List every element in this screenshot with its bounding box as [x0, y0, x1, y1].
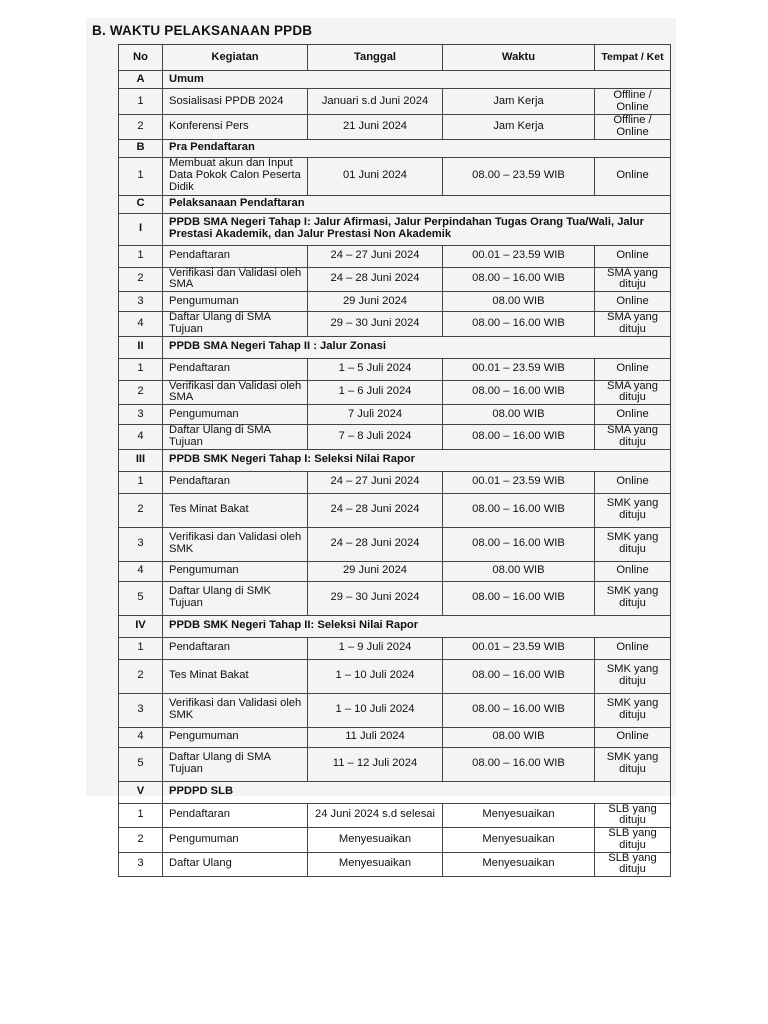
table-row	[119, 292, 671, 312]
row-tanggal: Menyesuaikan	[308, 852, 443, 877]
row-tempat: SMK yang dituju	[595, 581, 671, 615]
row-tanggal: 7 Juli 2024	[308, 405, 443, 425]
row-tempat: SMK yang dituju	[595, 693, 671, 727]
row-no: 5	[119, 747, 163, 781]
table-row	[119, 89, 671, 115]
row-waktu: 08.00 – 16.00 WIB	[443, 693, 595, 727]
row-no: 3	[119, 405, 163, 425]
section-title: B. WAKTU PELAKSANAAN PPDB	[92, 23, 313, 38]
row-kegiatan: Daftar Ulang di SMA Tujuan	[163, 747, 308, 781]
table-row	[119, 267, 671, 292]
table-row	[119, 727, 671, 747]
row-tempat: Online	[595, 292, 671, 312]
row-tempat: Offline / Online	[595, 89, 671, 115]
section-label: PPDB SMA Negeri Tahap I: Jalur Afirmasi, Jalur Perpindahan Tugas Orang Tua/Wali, Jalur Prestasi Akademik, dan Jalur Prestasi Non Akademik	[163, 213, 671, 245]
section-row	[119, 213, 671, 245]
row-tempat: Online	[595, 637, 671, 659]
row-tempat: Online	[595, 358, 671, 380]
table-row	[119, 405, 671, 425]
section-row	[119, 195, 671, 213]
row-kegiatan: Pendaftaran	[163, 471, 308, 493]
row-no: 2	[119, 493, 163, 527]
row-waktu: 08.00 WIB	[443, 727, 595, 747]
table-row	[119, 425, 671, 450]
row-no: 2	[119, 115, 163, 140]
table-row	[119, 157, 671, 195]
row-tanggal: 1 – 5 Juli 2024	[308, 358, 443, 380]
row-waktu: 08.00 – 16.00 WIB	[443, 380, 595, 405]
row-waktu: 08.00 – 16.00 WIB	[443, 267, 595, 292]
table-row	[119, 693, 671, 727]
row-kegiatan: Daftar Ulang di SMA Tujuan	[163, 312, 308, 337]
table-row	[119, 493, 671, 527]
row-tanggal: 29 – 30 Juni 2024	[308, 581, 443, 615]
row-no: 4	[119, 727, 163, 747]
row-kegiatan: Pengumuman	[163, 561, 308, 581]
table-row	[119, 471, 671, 493]
row-tempat: SMA yang dituju	[595, 312, 671, 337]
header-no: No	[119, 45, 163, 71]
table-row	[119, 637, 671, 659]
row-waktu: 08.00 WIB	[443, 561, 595, 581]
header-kegiatan: Kegiatan	[163, 45, 308, 71]
row-tanggal: 21 Juni 2024	[308, 115, 443, 140]
row-no: 1	[119, 89, 163, 115]
row-no: 2	[119, 828, 163, 853]
row-no: 1	[119, 803, 163, 828]
row-tanggal: 24 – 28 Juni 2024	[308, 267, 443, 292]
row-tempat: Online	[595, 405, 671, 425]
row-no: 3	[119, 852, 163, 877]
row-kegiatan: Pengumuman	[163, 405, 308, 425]
row-waktu: 08.00 – 16.00 WIB	[443, 425, 595, 450]
table-row	[119, 659, 671, 693]
section-row	[119, 336, 671, 358]
row-tempat: SMK yang dituju	[595, 527, 671, 561]
schedule-table	[118, 44, 671, 877]
row-waktu: 08.00 – 16.00 WIB	[443, 493, 595, 527]
row-tempat: SLB yang dituju	[595, 852, 671, 877]
row-tanggal: 1 – 10 Juli 2024	[308, 659, 443, 693]
row-no: 3	[119, 527, 163, 561]
row-waktu: 08.00 – 16.00 WIB	[443, 581, 595, 615]
row-waktu: 00.01 – 23.59 WIB	[443, 358, 595, 380]
row-tanggal: 24 Juni 2024 s.d selesai	[308, 803, 443, 828]
row-no: 1	[119, 471, 163, 493]
row-no: 3	[119, 292, 163, 312]
row-tanggal: 24 – 27 Juni 2024	[308, 471, 443, 493]
row-tanggal: 29 Juni 2024	[308, 292, 443, 312]
table-row	[119, 312, 671, 337]
table-row	[119, 245, 671, 267]
section-no: A	[119, 71, 163, 89]
row-tempat: SMK yang dituju	[595, 659, 671, 693]
row-tanggal: 24 – 28 Juni 2024	[308, 493, 443, 527]
row-tempat: Online	[595, 245, 671, 267]
row-tanggal: 11 Juli 2024	[308, 727, 443, 747]
row-no: 4	[119, 312, 163, 337]
section-label: PPDB SMA Negeri Tahap II : Jalur Zonasi	[163, 336, 671, 358]
row-kegiatan: Pendaftaran	[163, 637, 308, 659]
table-row	[119, 828, 671, 853]
table-row	[119, 852, 671, 877]
section-no: IV	[119, 615, 163, 637]
row-no: 4	[119, 561, 163, 581]
row-no: 1	[119, 637, 163, 659]
header-tanggal: Tanggal	[308, 45, 443, 71]
row-no: 1	[119, 157, 163, 195]
section-label: Umum	[163, 71, 671, 89]
table-row	[119, 803, 671, 828]
row-tanggal: 29 – 30 Juni 2024	[308, 312, 443, 337]
table-row	[119, 115, 671, 140]
section-label: PPDB SMK Negeri Tahap I: Seleksi Nilai Rapor	[163, 449, 671, 471]
row-waktu: 00.01 – 23.59 WIB	[443, 471, 595, 493]
row-waktu: 08.00 – 16.00 WIB	[443, 747, 595, 781]
row-tempat: SMA yang dituju	[595, 267, 671, 292]
table-row	[119, 380, 671, 405]
row-no: 1	[119, 245, 163, 267]
row-waktu: 08.00 – 16.00 WIB	[443, 659, 595, 693]
section-no: III	[119, 449, 163, 471]
row-tempat: SMA yang dituju	[595, 425, 671, 450]
row-kegiatan: Pengumuman	[163, 828, 308, 853]
row-tanggal: 29 Juni 2024	[308, 561, 443, 581]
row-kegiatan: Sosialisasi PPDB 2024	[163, 89, 308, 115]
row-tempat: SMK yang dituju	[595, 747, 671, 781]
table-row	[119, 358, 671, 380]
row-kegiatan: Verifikasi dan Validasi oleh SMK	[163, 527, 308, 561]
row-kegiatan: Pendaftaran	[163, 358, 308, 380]
header-waktu: Waktu	[443, 45, 595, 71]
row-waktu: 08.00 – 16.00 WIB	[443, 527, 595, 561]
row-no: 1	[119, 358, 163, 380]
table-row	[119, 561, 671, 581]
row-tanggal: Januari s.d Juni 2024	[308, 89, 443, 115]
row-waktu: 08.00 – 23.59 WIB	[443, 157, 595, 195]
row-tempat: Online	[595, 471, 671, 493]
row-kegiatan: Pendaftaran	[163, 245, 308, 267]
row-tanggal: 24 – 27 Juni 2024	[308, 245, 443, 267]
row-tanggal: Menyesuaikan	[308, 828, 443, 853]
row-tempat: Offline / Online	[595, 115, 671, 140]
row-no: 4	[119, 425, 163, 450]
row-waktu: Menyesuaikan	[443, 828, 595, 853]
row-no: 5	[119, 581, 163, 615]
row-kegiatan: Konferensi Pers	[163, 115, 308, 140]
row-kegiatan: Verifikasi dan Validasi oleh SMA	[163, 267, 308, 292]
row-no: 2	[119, 659, 163, 693]
row-waktu: Menyesuaikan	[443, 852, 595, 877]
row-tempat: SLB yang dituju	[595, 803, 671, 828]
section-label: PPDB SMK Negeri Tahap II: Seleksi Nilai Rapor	[163, 615, 671, 637]
row-kegiatan: Verifikasi dan Validasi oleh SMA	[163, 380, 308, 405]
row-tanggal: 11 – 12 Juli 2024	[308, 747, 443, 781]
row-tempat: Online	[595, 727, 671, 747]
row-no: 2	[119, 380, 163, 405]
section-row	[119, 615, 671, 637]
row-kegiatan: Pengumuman	[163, 292, 308, 312]
table-row	[119, 747, 671, 781]
row-waktu: Jam Kerja	[443, 89, 595, 115]
row-tanggal: 01 Juni 2024	[308, 157, 443, 195]
row-kegiatan: Daftar Ulang	[163, 852, 308, 877]
section-no: B	[119, 139, 163, 157]
row-tanggal: 24 – 28 Juni 2024	[308, 527, 443, 561]
row-no: 2	[119, 267, 163, 292]
section-label: Pra Pendaftaran	[163, 139, 671, 157]
row-kegiatan: Tes Minat Bakat	[163, 493, 308, 527]
row-tanggal: 1 – 6 Juli 2024	[308, 380, 443, 405]
row-tempat: SMK yang dituju	[595, 493, 671, 527]
row-waktu: 00.01 – 23.59 WIB	[443, 637, 595, 659]
row-no: 3	[119, 693, 163, 727]
row-tempat: SMA yang dituju	[595, 380, 671, 405]
row-waktu: Menyesuaikan	[443, 803, 595, 828]
section-no: V	[119, 781, 163, 803]
table-row	[119, 581, 671, 615]
section-row	[119, 139, 671, 157]
section-row	[119, 449, 671, 471]
section-row	[119, 781, 671, 803]
table-header-row	[119, 45, 671, 71]
table-row	[119, 527, 671, 561]
row-waktu: 08.00 WIB	[443, 405, 595, 425]
row-kegiatan: Membuat akun dan Input Data Pokok Calon Peserta Didik	[163, 157, 308, 195]
row-kegiatan: Pendaftaran	[163, 803, 308, 828]
row-tanggal: 1 – 9 Juli 2024	[308, 637, 443, 659]
section-label: Pelaksanaan Pendaftaran	[163, 195, 671, 213]
row-tempat: Online	[595, 561, 671, 581]
section-no: II	[119, 336, 163, 358]
row-kegiatan: Verifikasi dan Validasi oleh SMK	[163, 693, 308, 727]
row-waktu: 08.00 – 16.00 WIB	[443, 312, 595, 337]
section-no: I	[119, 213, 163, 245]
row-tempat: SLB yang dituju	[595, 828, 671, 853]
section-label: PPDPD SLB	[163, 781, 671, 803]
row-tempat: Online	[595, 157, 671, 195]
section-no: C	[119, 195, 163, 213]
row-waktu: 00.01 – 23.59 WIB	[443, 245, 595, 267]
row-kegiatan: Daftar Ulang di SMA Tujuan	[163, 425, 308, 450]
row-kegiatan: Pengumuman	[163, 727, 308, 747]
row-tanggal: 7 – 8 Juli 2024	[308, 425, 443, 450]
row-kegiatan: Tes Minat Bakat	[163, 659, 308, 693]
row-waktu: 08.00 WIB	[443, 292, 595, 312]
row-tanggal: 1 – 10 Juli 2024	[308, 693, 443, 727]
header-tempat: Tempat / Ket	[595, 45, 671, 71]
section-row	[119, 71, 671, 89]
row-waktu: Jam Kerja	[443, 115, 595, 140]
row-kegiatan: Daftar Ulang di SMK Tujuan	[163, 581, 308, 615]
